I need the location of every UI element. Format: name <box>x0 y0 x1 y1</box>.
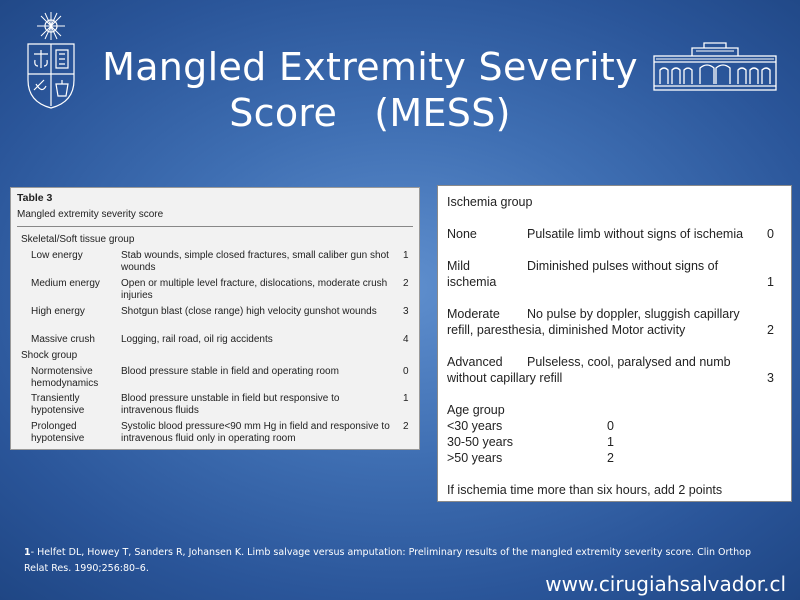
ischemia-points: 0 <box>767 227 774 241</box>
age-points: 2 <box>607 451 614 465</box>
ischemia-category: None <box>447 227 477 241</box>
row-description: Shotgun blast (close range) high velocity gunshot wounds <box>121 306 377 317</box>
table-title: Table 3 <box>17 192 53 204</box>
age-heading: Age group <box>447 403 505 417</box>
row-points: 1 <box>403 393 409 404</box>
ischemia-points: 2 <box>767 323 774 337</box>
row-description: Blood pressure unstable in field but responsive to intravenous fluids <box>121 393 340 416</box>
ischemia-description-cont: refill, paresthesia, diminished Motor activity <box>447 323 686 337</box>
row-points: 0 <box>403 366 409 377</box>
age-points: 0 <box>607 419 614 433</box>
university-crest-logo <box>22 10 80 110</box>
ischemia-age-panel <box>437 185 792 502</box>
ischemia-time-note: If ischemia time more than six hours, add 2 points <box>447 483 723 497</box>
row-category: Medium energy <box>31 278 100 289</box>
slide-title-line2: Score (MESS) <box>229 91 511 135</box>
table-group-heading-skeletal: Skeletal/Soft tissue group <box>21 234 135 245</box>
table-subtitle: Mangled extremity severity score <box>17 209 164 220</box>
age-label: 30-50 years <box>447 435 514 449</box>
table-divider <box>17 226 413 227</box>
ischemia-heading: Ischemia group <box>447 195 533 209</box>
ischemia-category: Moderate <box>447 307 500 321</box>
row-points: 3 <box>403 306 409 317</box>
row-points: 2 <box>403 421 409 432</box>
row-description: Blood pressure stable in field and operating room <box>121 366 339 377</box>
ischemia-points: 1 <box>767 275 774 289</box>
table-group-heading-shock: Shock group <box>21 350 78 361</box>
slide-title-line1: Mangled Extremity Severity <box>102 45 638 89</box>
hospital-building-logo <box>652 42 778 94</box>
age-points: 1 <box>607 435 614 449</box>
ischemia-category: Mild <box>447 259 470 273</box>
ischemia-description-cont: without capillary refill <box>447 371 563 385</box>
ischemia-description-cont: ischemia <box>447 275 497 289</box>
ischemia-category: Advanced <box>447 355 503 369</box>
row-category: Prolonged hypotensive <box>31 421 85 444</box>
row-description: Logging, rail road, oil rig accidents <box>121 334 273 345</box>
citation-number: 1 <box>24 547 31 558</box>
row-category: Normotensive hemodynamics <box>31 366 99 389</box>
age-label: >50 years <box>447 451 503 465</box>
row-points: 2 <box>403 278 409 289</box>
row-description: Systolic blood pressure<90 mm Hg in field and responsive to intravenous fluid only in operating room <box>121 421 390 444</box>
row-category: Transiently hypotensive <box>31 393 85 416</box>
row-category: Massive crush <box>31 334 95 345</box>
row-category: High energy <box>31 306 85 317</box>
row-description: Open or multiple level fracture, dislocations, moderate crush injuries <box>121 278 388 301</box>
slide-title <box>90 44 650 136</box>
row-category: Low energy <box>31 250 83 261</box>
ischemia-points: 3 <box>767 371 774 385</box>
ischemia-description: Pulseless, cool, paralysed and numb <box>527 355 731 369</box>
row-points: 1 <box>403 250 409 261</box>
website-url: www.cirugiahsalvador.cl <box>545 572 786 596</box>
ischemia-description: Pulsatile limb without signs of ischemia <box>527 227 744 241</box>
row-description: Stab wounds, simple closed fractures, small caliber gun shot wounds <box>121 250 389 273</box>
row-points: 4 <box>403 334 409 345</box>
citation-text: - Helfet DL, Howey T, Sanders R, Johansen K. Limb salvage versus amputation: Preliminary results of the mangled extremity severity score. Clin Orthop Relat Res. 1990;256:80–6. <box>24 547 752 574</box>
mess-table-panel <box>10 187 420 450</box>
ischemia-description: No pulse by doppler, sluggish capillary <box>527 307 740 321</box>
ischemia-description: Diminished pulses without signs of <box>527 259 719 273</box>
age-label: <30 years <box>447 419 503 433</box>
